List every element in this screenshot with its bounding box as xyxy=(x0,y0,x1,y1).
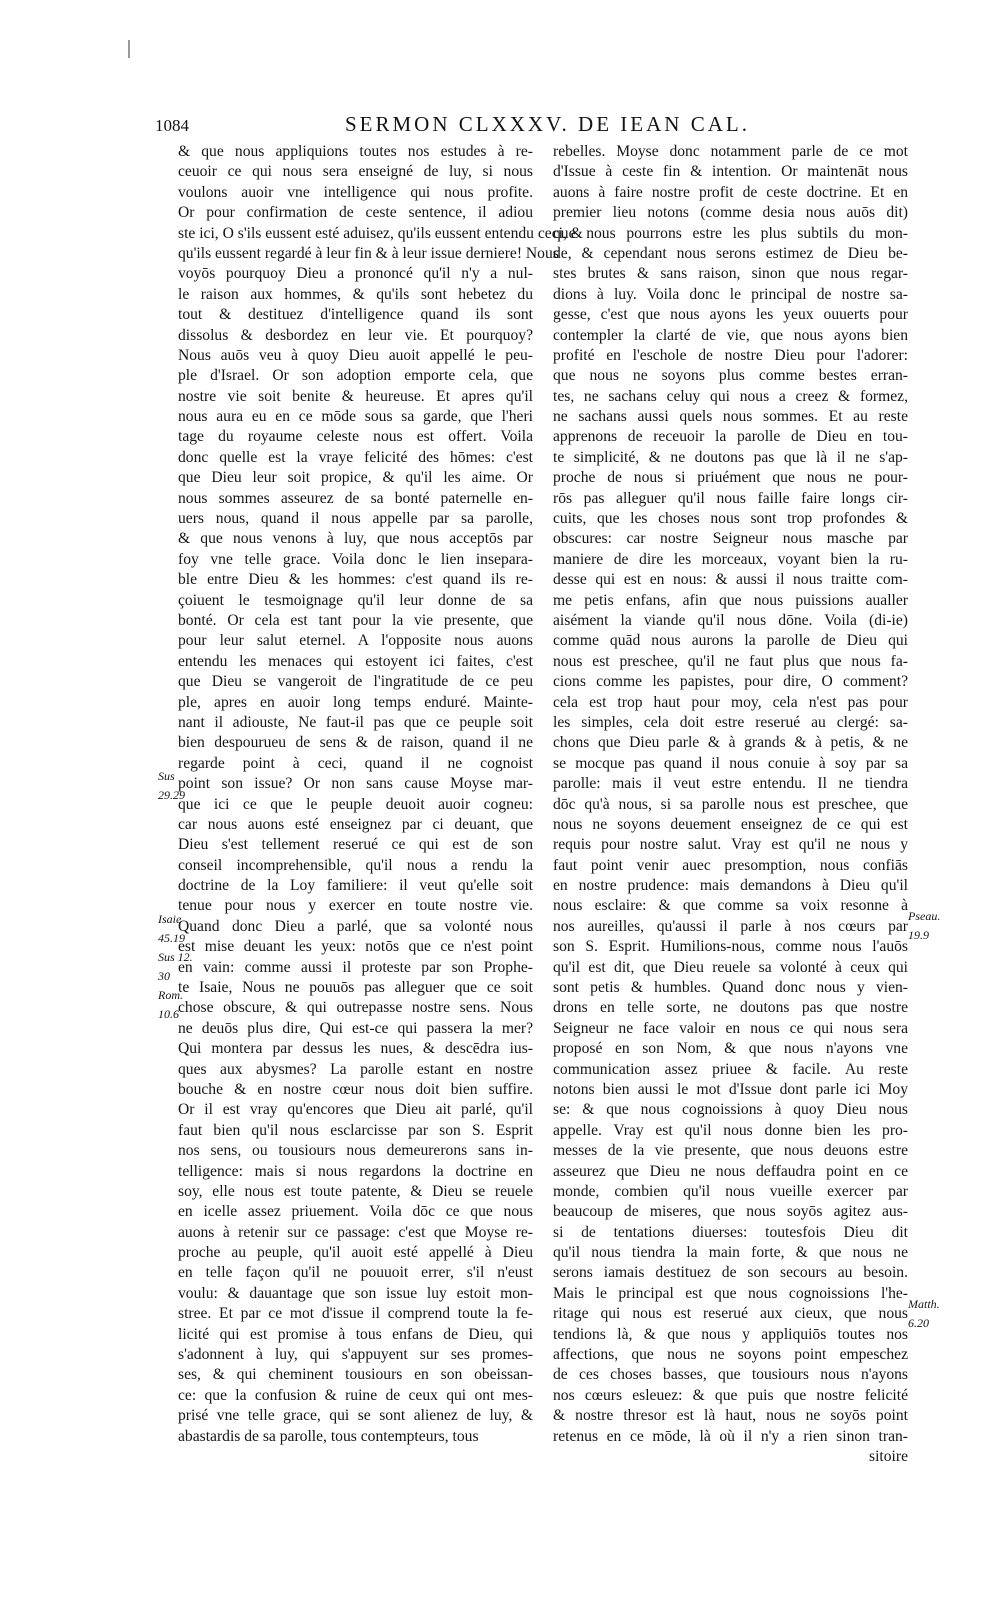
text-line: & nostre thresor est là haut, nous ne soyōs point xyxy=(553,1407,908,1425)
text-line: ses, & qui cheminent tousiours en son obeissan- xyxy=(178,1366,533,1384)
text-line: ne deuōs plus dire, Qui est-ce qui passera la mer? xyxy=(178,1019,533,1037)
text-line: rōs pas alleguer qu'il nous faille faire longs cir- xyxy=(553,489,908,507)
text-line: voulu: & dauantage que son issue luy estoit mon- xyxy=(178,1284,533,1302)
text-line: qu'ils eussent regardé à leur fin & à leur issue derniere! Nous xyxy=(178,244,559,262)
text-line: bouche & en nostre cœur nous doit bien suffire. xyxy=(178,1080,533,1098)
text-line: que Dieu se vangeroit de l'ingratitude de ce peu xyxy=(178,673,533,691)
text-line: notons bien aussi le mot d'Issue dont parle ici Moy xyxy=(553,1080,908,1098)
text-line: Or il est vray qu'encores que Dieu ait parlé, qu'il xyxy=(178,1101,533,1119)
text-line: ple d'Israel. Or son adoption emporte cela, que xyxy=(178,367,533,385)
text-line: te simplicité, & ne doutons pas que là il ne s'ap- xyxy=(553,448,908,466)
text-line: nous aura eu en ce mōde sous sa garde, que l'heri xyxy=(178,408,533,426)
margin-note-line: Sus 12. xyxy=(158,950,193,964)
text-line: Qui montera par dessus les nues, & descēdra ius- xyxy=(178,1040,533,1058)
text-line: qu'il est dit, que Dieu reuele sa volonté à ceux qui xyxy=(553,958,908,976)
text-line: son S. Esprit. Humilions-nous, comme nous l'auōs xyxy=(553,938,908,956)
text-line: nos aureilles, qu'aussi il parle à nos cœurs par xyxy=(553,917,908,935)
text-line: ne sachans aussi quels nous sommes. Et au reste xyxy=(553,408,908,426)
text-line: nostre vie soit benite & heureuse. Et apres qu'il xyxy=(178,387,533,405)
text-line: cuits, que les choses nous sont trop profondes & xyxy=(553,510,908,528)
text-line: stree. Et par ce mot d'issue il comprend toute la fe- xyxy=(178,1305,533,1323)
text-line: sont petis & humbles. Quand donc nous y vien- xyxy=(553,979,908,997)
text-line: si de tentations diuerses: toutesfois Dieu dit xyxy=(553,1223,908,1241)
text-line: me petis enfans, afin que nous puissions aualler xyxy=(553,591,908,609)
margin-note-line: Isaie xyxy=(158,912,182,926)
text-line: tendions là, & que nous y appliquiōs toutes nos xyxy=(553,1325,908,1343)
text-line: contempler la clarté de vie, que nous ayons bien xyxy=(553,326,908,344)
text-line: les simples, cela doit estre reserué au clergé: sa- xyxy=(553,713,908,731)
text-line: parolle: mais il veut estre entendu. Il ne tiendra xyxy=(553,775,908,793)
text-line: obscures: car nostre Seigneur nous masche par xyxy=(553,530,908,548)
text-line: ques aux abysmes? La parolle estant en nostre xyxy=(178,1060,533,1078)
margin-note-line: 6.20 xyxy=(908,1316,929,1330)
text-line: proche de nous si priuément que nous ne pour- xyxy=(553,469,908,487)
text-line: maniere de dire les morceaux, voyant bien la ru- xyxy=(553,550,908,568)
text-line: d'Issue à ceste fin & intention. Or maintenāt nous xyxy=(553,163,908,181)
text-line: Quand donc Dieu a parlé, que sa volonté nous xyxy=(178,917,533,935)
margin-note-right-1 xyxy=(908,907,940,945)
text-line: Mais le principal est que nous cognoissions l'he- xyxy=(553,1284,908,1302)
text-line: de, & cependant nous serons estimez de Dieu be- xyxy=(553,244,908,262)
text-line: ritage qui nous est reserué aux cieux, que nous xyxy=(553,1305,908,1323)
text-line: appelle. Vray est qu'il nous donne bien les pro- xyxy=(553,1121,908,1139)
left-column xyxy=(178,142,583,1447)
text-line: dissolus & desbordez en leur vie. Et pourquoy? xyxy=(178,326,533,344)
text-line: de ces choses basses, que tousiours nous n'ayons xyxy=(553,1366,908,1384)
scan-mark xyxy=(128,40,130,58)
margin-note-left-2 xyxy=(158,910,193,1024)
text-line: soy, elle nous est toute patente, & Dieu se reuele xyxy=(178,1182,533,1200)
text-line: rebelles. Moyse donc notamment parle de ce mot xyxy=(553,143,908,160)
text-line: en nostre prudence: mais demandons à Dieu qu'il xyxy=(553,877,908,895)
text-line: car nous auons esté enseignez par ci deuant, que xyxy=(178,815,533,833)
text-line: tout & destituez d'intelligence quand ils sont xyxy=(178,306,533,324)
text-line: nous est preschee, qu'il ne faut plus que nous fa- xyxy=(553,652,908,670)
text-line: bien despourueu de sens & de raison, quand il ne xyxy=(178,734,533,752)
text-line: est mise deuant les yeux: notōs que ce n'est point xyxy=(178,938,533,956)
text-line: te Isaie, Nous ne pouuōs pas alleguer que ce soit xyxy=(178,979,533,997)
text-line: que nous pourrons estre les plus subtils du mon- xyxy=(553,224,908,242)
text-line: çoiuent le tesmoignage qu'il leur donne de sa xyxy=(178,591,533,609)
margin-note-line: 19.9 xyxy=(908,928,929,942)
text-line: en icelle assez priuement. Voila dōc ce que nous xyxy=(178,1203,533,1221)
margin-note-line: Pseau. xyxy=(908,909,941,923)
text-line: bonté. Or cela est tant pour la vie presente, que xyxy=(178,611,533,629)
text-line: qu'il nous tiendra la main forte, & que nous ne xyxy=(553,1244,908,1262)
text-line: que nous ne soyons plus comme bestes erran- xyxy=(553,367,908,385)
text-line: se: & que nous cognoissions à quoy Dieu nous xyxy=(553,1101,908,1119)
text-line: & que nous venons à luy, que nous acceptōs par xyxy=(178,530,533,548)
text-line: beaucoup de miseres, que nous soyōs agitez aus- xyxy=(553,1203,908,1221)
text-line: donc quelle est la vraye felicité des hōmes: c'est xyxy=(178,448,533,466)
text-line: pour leur salut eternel. A l'opposite nous auons xyxy=(178,632,533,650)
text-line: proche au peuple, qu'il auoit esté appellé à Dieu xyxy=(178,1244,533,1262)
text-line: asseurez que Dieu ne nous deffaudra point en ce xyxy=(553,1162,908,1180)
text-line: profité en l'eschole de nostre Dieu pour l'adorer: xyxy=(553,346,908,364)
text-line: ce: que la confusion & ruine de ceux qui ont mes- xyxy=(178,1386,533,1404)
text-line: Seigneur ne face valoir en nous ce qui nous sera xyxy=(553,1019,908,1037)
text-line: foy vne telle grace. Voila donc le lien insepara- xyxy=(178,550,533,568)
text-line: chose obscure, & qui outrepasse nostre sens. Nous xyxy=(178,999,533,1017)
text-line: abastardis de sa parolle, tous contempteurs, tous xyxy=(178,1427,479,1445)
margin-note-line: 30 xyxy=(158,969,170,983)
text-line: voulons auoir vne intelligence qui nous profite. xyxy=(178,183,533,201)
text-line: le raison aux hommes, & qu'ils sont hebetez du xyxy=(178,285,533,303)
text-line: en vain: comme aussi il proteste par son Prophe- xyxy=(178,958,533,976)
text-line: chons que Dieu parle & à grands & à petis, & ne xyxy=(553,734,908,752)
text-line: messes de la vie presente, que nous deuons estre xyxy=(553,1142,908,1160)
text-line: ste ici, O s'ils eussent esté aduisez, qu'ils eussent entendu ceci, & xyxy=(178,224,583,242)
margin-note-line: 29.29 xyxy=(158,788,185,802)
text-line: regarde point à ceci, quand il ne cognoist xyxy=(178,754,533,772)
text-line: communication assez priuee & facile. Au reste xyxy=(553,1060,908,1078)
text-line: nos cœurs esleuez: & que puis que nostre felicité xyxy=(553,1386,908,1404)
page-number: 1084 xyxy=(155,116,189,135)
text-line: s'adonnent à luy, qui s'appuyent sur ses promes- xyxy=(178,1346,533,1364)
text-line: drons en telle sorte, ne doutons pas que nostre xyxy=(553,999,908,1017)
text-line: auons à retenir sur ce passage: c'est que Moyse re- xyxy=(178,1223,533,1241)
text-line: stes brutes & sans raison, sinon que nous regar- xyxy=(553,265,908,283)
text-line: telligence: mais si nous regardons la doctrine en xyxy=(178,1162,533,1180)
text-line: nous sommes asseurez de sa bonté paternelle en- xyxy=(178,489,533,507)
text-line: Or pour confirmation de ceste sentence, il adiou xyxy=(178,204,533,222)
text-line: cions comme les papistes, pour dire, O comment? xyxy=(553,673,908,691)
text-line: apprenons de receuoir la parolle de Dieu en tou- xyxy=(553,428,908,446)
text-line: cela est trop haut pour moy, cela n'est pas pour xyxy=(553,693,908,711)
text-line: proposé en son Nom, & que nous n'ayons vne xyxy=(553,1040,908,1058)
text-line: ble entre Dieu & les hommes: c'est quand ils re- xyxy=(178,571,533,589)
margin-note-line: Sus xyxy=(158,769,175,783)
text-line: auons à faire nostre profit de ceste doctrine. Et en xyxy=(553,183,908,201)
margin-note-line: Matth. xyxy=(908,1297,940,1311)
text-line: faut point venir auec presomption, nous confiās xyxy=(553,856,908,874)
text-line: licité qui est promise à tous enfans de Dieu, qui xyxy=(178,1325,533,1343)
margin-note-left-1 xyxy=(158,767,185,805)
margin-note-line: 45.19 xyxy=(158,931,185,945)
text-line: prisé vne telle grace, qui se sont alienez de luy, & xyxy=(178,1407,533,1425)
margin-note-right-2 xyxy=(908,1295,940,1333)
right-column xyxy=(553,142,908,1467)
text-line: comme quād nous aurons la parolle de Dieu qui xyxy=(553,632,908,650)
text-line: tes, ne sachans celuy qui nous a creez & formez, xyxy=(553,387,908,405)
text-line: point son issue? Or non sans cause Moyse mar- xyxy=(178,775,533,793)
text-line: dions à luy. Voila donc le principal de nostre sa- xyxy=(553,285,908,303)
text-line: premier lieu notons (comme desia nous auōs dit) xyxy=(553,204,908,222)
margin-note-line: 10.6 xyxy=(158,1007,179,1021)
text-line: gesse, c'est que nous ayons les yeux ouuerts pour xyxy=(553,306,908,324)
text-line: que ici ce que le peuple deuoit auoir cogneu: xyxy=(178,795,533,813)
margin-note-line: Rom. xyxy=(158,988,183,1002)
text-line: & que nous appliquions toutes nos estudes à re- xyxy=(178,143,533,160)
text-line: uers nous, quand il nous appelle par sa parolle, xyxy=(178,510,533,528)
text-line: nos sens, ou tousiours nous demeurerons sans in- xyxy=(178,1142,533,1160)
text-line: Nous auōs veu à quoy Dieu auoit appellé le peu- xyxy=(178,346,533,364)
text-line: aisément la viande qu'il nous dōne. Voila (di-ie) xyxy=(553,611,908,629)
text-line: en telle façon qu'il ne pouuoit errer, s'il n'eust xyxy=(178,1264,533,1282)
text-line: ceuoir ce qui nous sera enseigné de luy, si nous xyxy=(178,163,533,181)
text-line: tage du royaume celeste nous est offert. Voila xyxy=(178,428,533,446)
catchword: sitoire xyxy=(869,1448,908,1465)
text-line: voyōs pourquoy Dieu a prononcé qu'il n'y a nul- xyxy=(178,265,533,283)
running-head: SERMON CLXXXV. DE IEAN CAL. xyxy=(345,112,750,136)
text-line: doctrine de la Loy familiere: il veut qu'elle soit xyxy=(178,877,533,895)
text-line: nous esclaire: & que comme sa voix resonne à xyxy=(553,897,908,915)
text-line: que Dieu leur soit propice, & qu'il les aime. Or xyxy=(178,469,533,487)
text-line: ple, apres en auoir long temps enduré. Mainte- xyxy=(178,693,533,711)
text-line: requis pour nostre salut. Vray est qu'il ne nous y xyxy=(553,836,908,854)
text-line: desse qui est en nous: & aussi il nous traitte com- xyxy=(553,571,908,589)
text-line: nous ne soyons deuement enseignez de ce qui est xyxy=(553,815,908,833)
text-line: affections, que nous ne soyons point empeschez xyxy=(553,1346,908,1364)
text-line: conseil incomprehensible, qu'il nous a rendu la xyxy=(178,856,533,874)
page-header xyxy=(155,110,775,140)
text-line: serons iamais destituez de son secours au besoin. xyxy=(553,1264,908,1282)
text-line: se mocque pas quand il nous conuie à soy par sa xyxy=(553,754,908,772)
text-line: faut bien qu'il nous esclarcisse par son S. Esprit xyxy=(178,1121,533,1139)
text-line: dōc qu'à nous, si sa parolle nous est preschee, que xyxy=(553,795,908,813)
text-line: tenue pour nous y exercer en toute nostre vie. xyxy=(178,897,533,915)
text-line: monde, combien qu'il nous vueille exercer par xyxy=(553,1182,908,1200)
text-line: Dieu s'est tellement reserué ce qui est de son xyxy=(178,836,533,854)
text-line: entendu les menaces qui estoyent ici faites, c'est xyxy=(178,652,533,670)
text-line: nant il adiouste, Ne faut-il pas que ce peuple soit xyxy=(178,713,533,731)
text-line: retenus en ce mōde, là où il n'y a rien sinon tran- xyxy=(553,1427,908,1445)
